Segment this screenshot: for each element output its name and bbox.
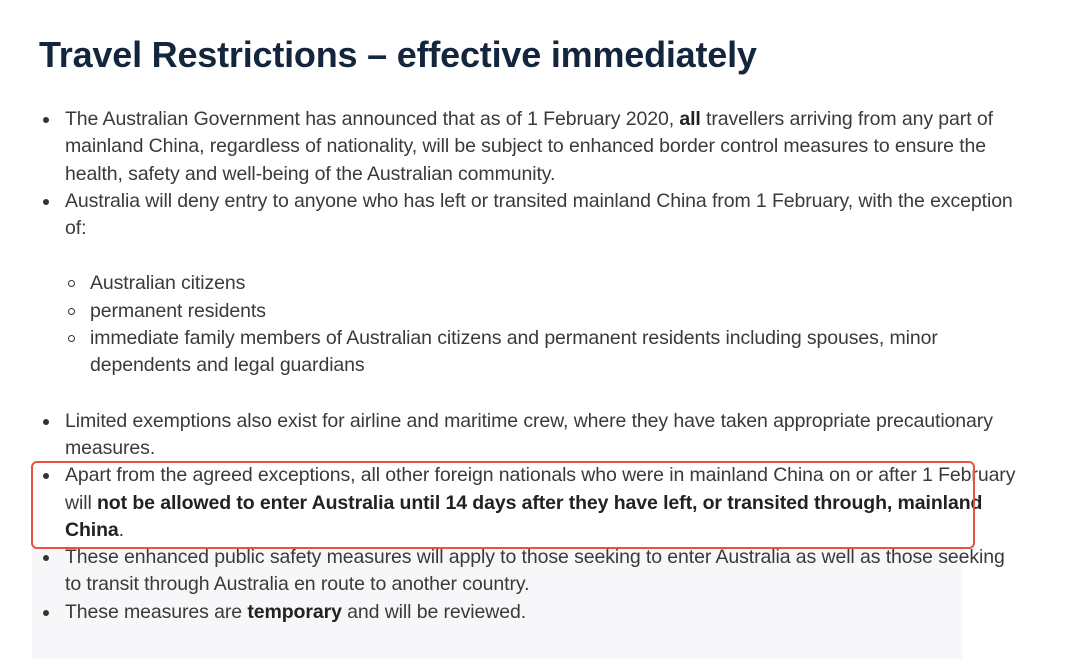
list-item — [0, 106, 1017, 188]
bullet-1-text: The Australian Government has announced that as of 1 February 2020, — [65, 108, 680, 130]
bullet-6-text-end: and will be reviewed. — [341, 600, 527, 623]
restrictions-list — [0, 106, 1080, 626]
exception-item: Australian citizens — [65, 270, 1017, 297]
exception-item: immediate family members of Australian citizens and permanent residents including spouses, minor dependents and legal guardians — [65, 325, 1017, 380]
list-item — [0, 599, 1017, 626]
bullet-1-text-end: travellers arriving from any part of mainland China, regardless of nationality, will be subject to enhanced border control measures to ensure the health, safety and well-being of the Australian community. — [65, 108, 993, 185]
exception-item: permanent residents — [65, 298, 1017, 325]
exceptions-list — [65, 270, 1017, 379]
bullet-4-emphasis: not be allowed to enter Australia until 14 days after they have left, or transited through, mainland China — [65, 491, 983, 541]
bullet-4-text: Apart from the agreed exceptions, all other foreign nationals who were in mainland China on or after 1 February will — [65, 464, 1016, 514]
bullet-6-emphasis: temporary — [247, 600, 342, 623]
bullet-1-emphasis: all — [679, 108, 701, 130]
sub-list-holder — [0, 270, 1017, 379]
bullet-5-text: These enhanced public safety measures will apply to those seeking to enter Australia as well as those seeking to transit through Australia en route to another country. — [65, 546, 1005, 596]
bullet-2-text: Australia will deny entry to anyone who has left or transited mainland China from 1 February, with the exception of: — [65, 189, 1013, 240]
list-item — [0, 544, 1017, 599]
page-title: Travel Restrictions – effective immediately — [39, 34, 757, 75]
restrictions-content — [0, 106, 1080, 626]
bullet-4-text-end: . — [118, 518, 124, 541]
list-item — [0, 462, 1017, 544]
list-item — [0, 408, 1017, 463]
bullet-6-text: These measures are — [65, 600, 248, 623]
list-item — [0, 188, 1017, 243]
bullet-3-text: Limited exemptions also exist for airline and maritime crew, where they have taken appropriate precautionary measures. — [65, 409, 993, 459]
